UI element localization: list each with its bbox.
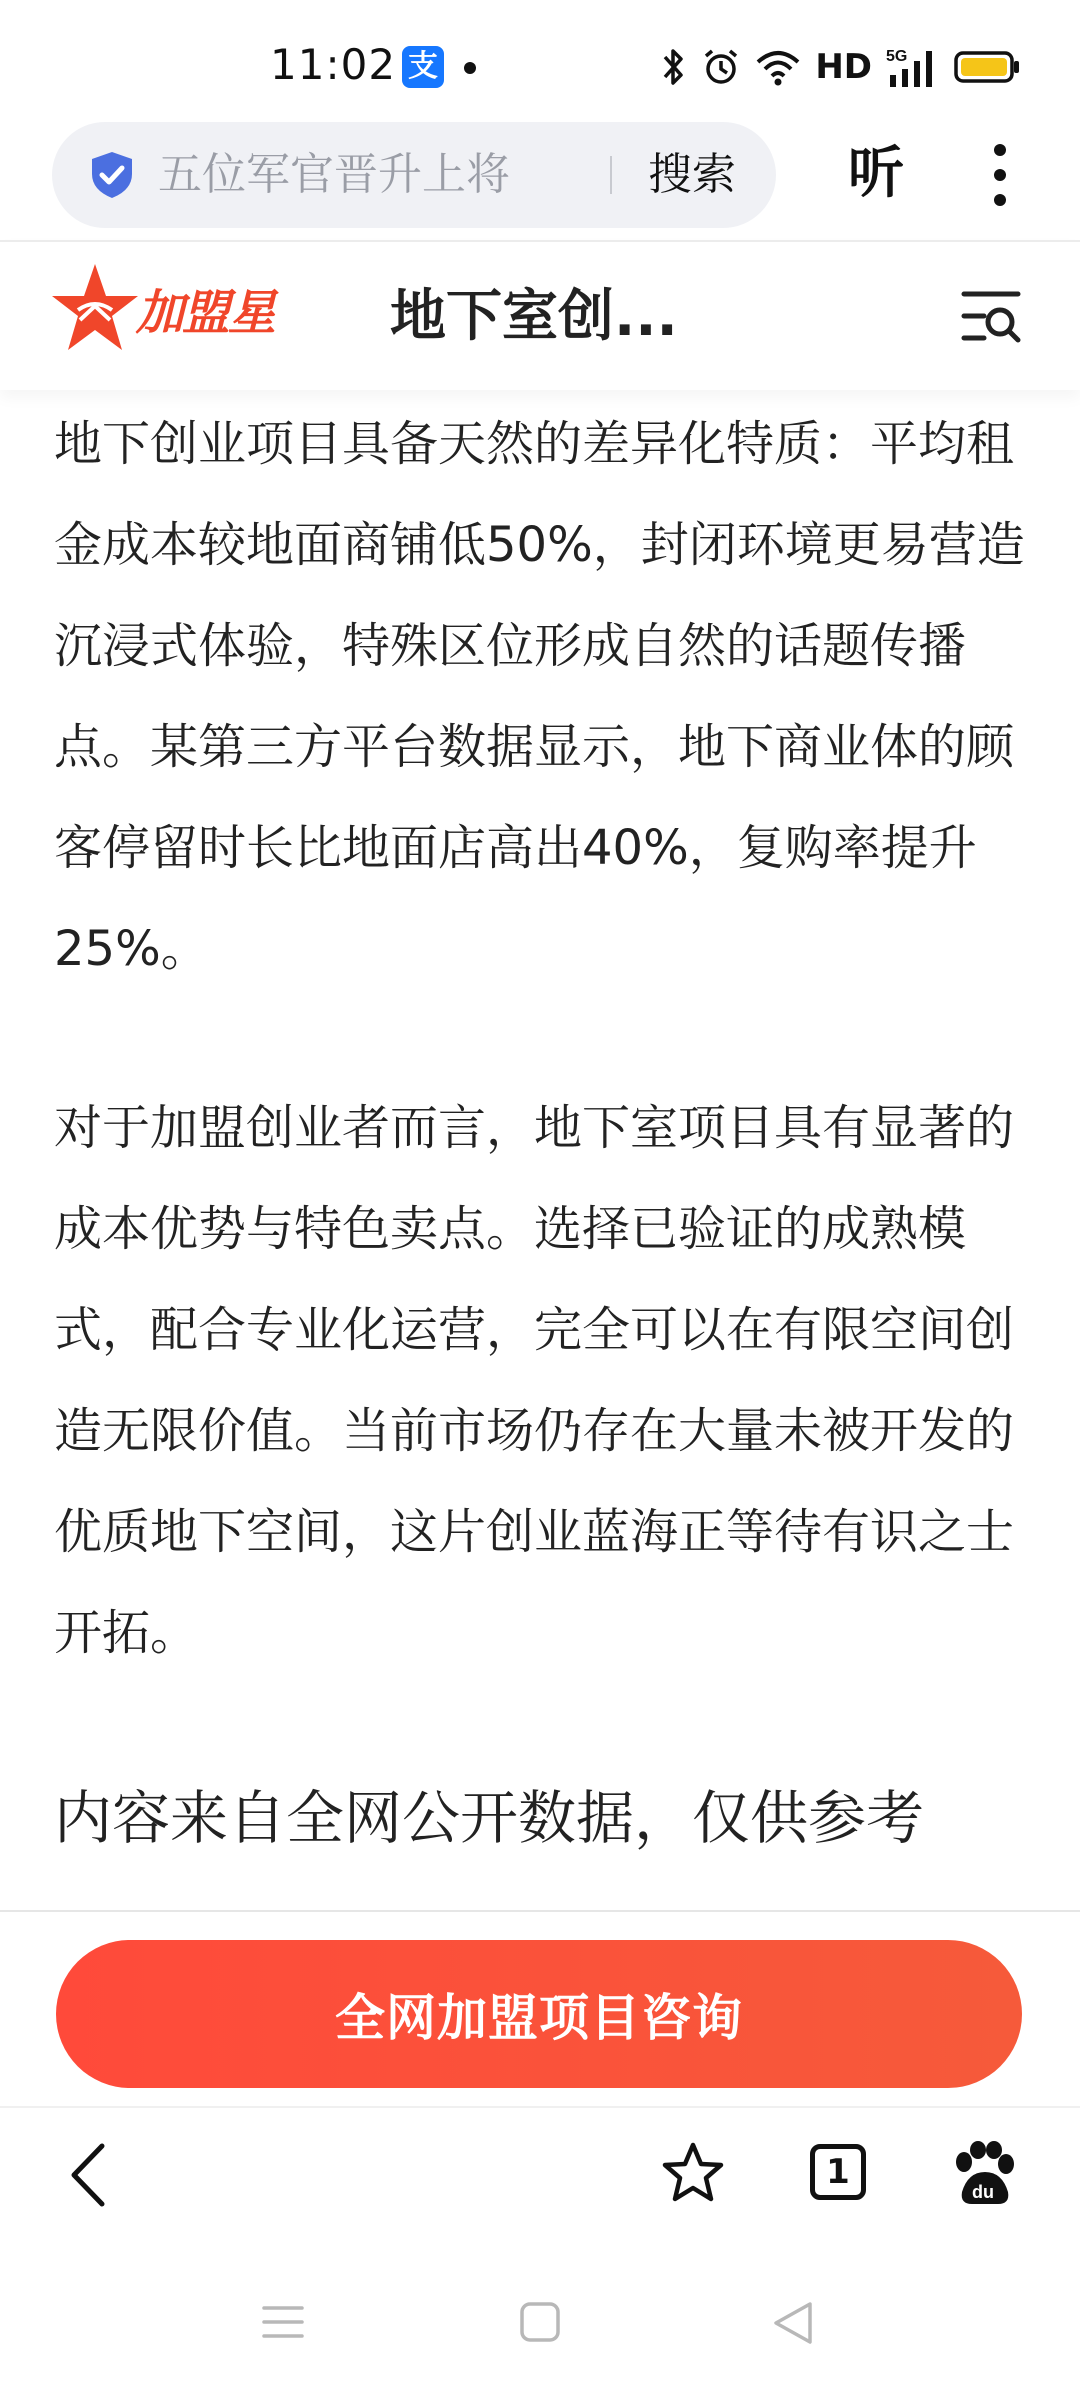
address-bar[interactable] (52, 122, 776, 228)
site-logo[interactable] (50, 260, 274, 356)
bluetooth-icon (661, 47, 687, 87)
notification-dot (464, 62, 476, 74)
status-bar (0, 0, 1080, 120)
system-navigation-bar (0, 2270, 1080, 2400)
consult-button[interactable]: 全网加盟项目咨询 (56, 1940, 1022, 2088)
listen-button[interactable]: 听 (848, 141, 904, 206)
shield-icon (88, 150, 136, 204)
article-paragraph: 对于加盟创业者而言，地下室项目具有显著的成本优势与特色卖点。选择已验证的成熟模式，配合专业化运营，完全可以在有限空间创造无限价值。当前市场仍存在大量未被开发的优质地下空间，这片创业蓝海正等待有识之士开拓。 (54, 1100, 1015, 1661)
svg-text:du: du (972, 2182, 994, 2202)
divider (0, 1910, 1080, 1912)
search-query[interactable]: 五位军官晋升上将 (158, 149, 510, 200)
search-button[interactable]: 搜索 (648, 149, 736, 200)
site-header (0, 240, 1080, 390)
source-note: 内容来自全网公开数据，仅供参考 (54, 1784, 925, 1852)
network-label: HD (815, 47, 872, 87)
bookmark-star-icon[interactable] (660, 2140, 726, 2210)
home-icon[interactable] (518, 2300, 562, 2348)
status-time: 11:02 (270, 40, 397, 89)
back-icon[interactable] (64, 2140, 112, 2214)
wifi-icon (755, 48, 801, 86)
page-title: 地下室创... (390, 284, 678, 349)
article-body (54, 394, 1034, 1684)
alipay-icon: 支 (402, 46, 444, 88)
search-menu-icon[interactable] (960, 286, 1024, 350)
address-divider (610, 156, 612, 194)
star-logo-icon (50, 260, 140, 356)
status-icons (661, 40, 1020, 94)
tabs-button[interactable]: 1 (810, 2144, 866, 2200)
logo-text: 加盟星 (136, 284, 275, 341)
recents-menu-icon[interactable] (260, 2300, 306, 2348)
browser-toolbar (0, 2106, 1080, 2246)
battery-icon (954, 50, 1020, 84)
network-type: 5G (886, 48, 908, 65)
signal-icon (886, 45, 940, 89)
more-menu-icon[interactable] (980, 140, 1020, 210)
alarm-icon (701, 47, 741, 87)
article-paragraph: 地下创业项目具备天然的差异化特质：平均租金成本较地面商铺低50%，封闭环境更易营造沉浸式体验，特殊区位形成自然的话题传播点。某第三方平台数据显示，地下商业体的顾客停留时长比地面店高出40%，复购率提升25%。 (54, 416, 1025, 977)
baidu-paw-icon[interactable] (948, 2140, 1018, 2214)
back-nav-icon[interactable] (770, 2300, 816, 2350)
